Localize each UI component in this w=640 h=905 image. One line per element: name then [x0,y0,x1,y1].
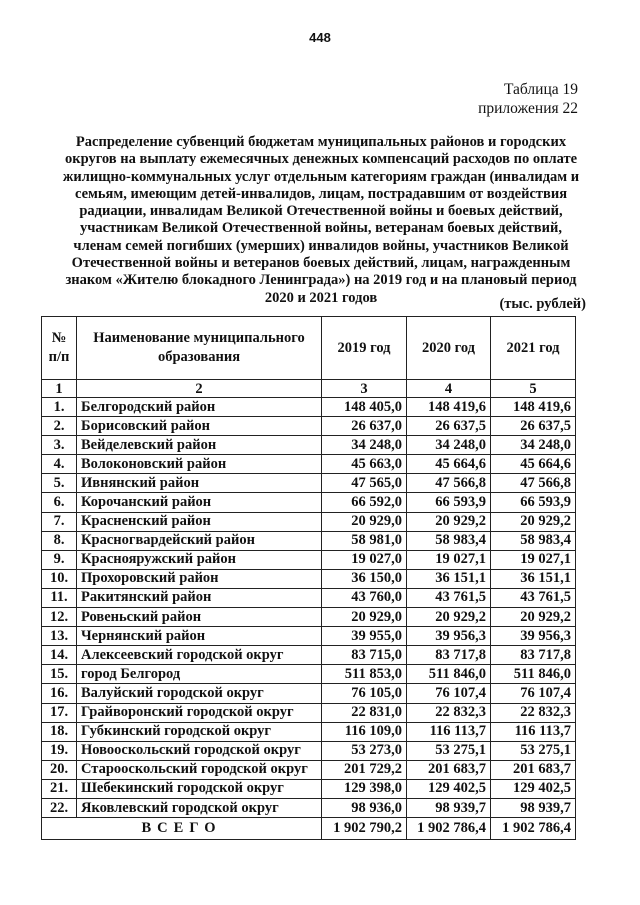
table-row [42,646,576,665]
total-2020: 1 902 786,4 [407,818,491,840]
subsidy-table [41,316,576,840]
table-row [42,474,576,493]
value-2019: 511 853,0 [322,665,407,684]
value-2020: 53 275,1 [407,741,491,760]
value-2021: 47 566,8 [491,474,576,493]
municipality-name: Ракитянский район [77,588,322,607]
column-number: 3 [322,380,407,398]
value-2020: 20 929,2 [407,608,491,627]
municipality-name: Чернянский район [77,627,322,646]
page-number: 448 [309,30,331,45]
table-row [42,493,576,512]
total-2021: 1 902 786,4 [491,818,576,840]
value-2021: 20 929,2 [491,608,576,627]
column-number: 1 [42,380,77,398]
municipality-name: Волоконовский район [77,455,322,474]
value-2021: 20 929,2 [491,512,576,531]
municipality-name: город Белгород [77,665,322,684]
row-number: 1. [42,398,77,417]
municipality-name: Ивнянский район [77,474,322,493]
table-row [42,703,576,722]
table-row [42,531,576,550]
value-2019: 22 831,0 [322,703,407,722]
table-row [42,417,576,436]
value-2020: 58 983,4 [407,531,491,550]
value-2019: 20 929,0 [322,608,407,627]
municipality-name: Ровеньский район [77,608,322,627]
value-2019: 53 273,0 [322,741,407,760]
row-number: 16. [42,684,77,703]
value-2019: 116 109,0 [322,722,407,741]
municipality-name: Корочанский район [77,493,322,512]
row-number: 4. [42,455,77,474]
header-no: № п/п [42,317,77,380]
value-2021: 116 113,7 [491,722,576,741]
value-2019: 58 981,0 [322,531,407,550]
table-reference-line2: приложения 22 [478,100,578,117]
value-2020: 22 832,3 [407,703,491,722]
row-number: 19. [42,741,77,760]
table-row [42,436,576,455]
table-row [42,722,576,741]
table-row [42,798,576,817]
value-2020: 511 846,0 [407,665,491,684]
row-number: 3. [42,436,77,455]
row-number: 8. [42,531,77,550]
value-2021: 19 027,1 [491,550,576,569]
value-2019: 45 663,0 [322,455,407,474]
municipality-name: Прохоровский район [77,569,322,588]
header-2020: 2020 год [407,317,491,380]
row-number: 20. [42,760,77,779]
value-2019: 39 955,0 [322,627,407,646]
municipality-name: Старооскольский городской округ [77,760,322,779]
value-2021: 511 846,0 [491,665,576,684]
row-number: 5. [42,474,77,493]
value-2019: 201 729,2 [322,760,407,779]
row-number: 12. [42,608,77,627]
value-2021: 129 402,5 [491,779,576,798]
value-2021: 148 419,6 [491,398,576,417]
value-2020: 43 761,5 [407,588,491,607]
value-2019: 20 929,0 [322,512,407,531]
document-title: Распределение субвенций бюджетам муниципальных районов и городских округов на выплату ежемесячных денежных компенсаций расходов по оплате жилищно-коммунальных услуг отдельным категориям граждан (инвалидам и семьям, имеющим детей-инвалидов, лицам, пострадавшим от воздействия радиации, инвалидам Великой Отечественной войны и боевых действий, участникам Великой Отечественной войны, ветеранам боевых действий, членам семей погибших (умерших) инвалидов войны, участников Великой Отечественной войны и ветеранов боевых действий, лицам, награжденным знаком «Жителю блокадного Ленинграда») на 2019 год и на плановый период 2020 и 2021 годов [62,134,580,306]
municipality-name: Алексеевский городской округ [77,646,322,665]
value-2019: 34 248,0 [322,436,407,455]
value-2019: 66 592,0 [322,493,407,512]
value-2021: 22 832,3 [491,703,576,722]
value-2019: 26 637,0 [322,417,407,436]
table-row [42,608,576,627]
value-2021: 66 593,9 [491,493,576,512]
table-reference-line1: Таблица 19 [503,81,578,98]
table-row [42,665,576,684]
header-2019: 2019 год [322,317,407,380]
municipality-name: Яковлевский городской округ [77,798,322,817]
municipality-name: Красненский район [77,512,322,531]
row-number: 17. [42,703,77,722]
table-row [42,779,576,798]
municipality-name: Вейделевский район [77,436,322,455]
value-2019: 83 715,0 [322,646,407,665]
table-row [42,760,576,779]
value-2020: 45 664,6 [407,455,491,474]
value-2021: 98 939,7 [491,798,576,817]
value-2019: 129 398,0 [322,779,407,798]
row-number: 7. [42,512,77,531]
value-2019: 43 760,0 [322,588,407,607]
row-number: 18. [42,722,77,741]
value-2020: 47 566,8 [407,474,491,493]
row-number: 10. [42,569,77,588]
value-2020: 129 402,5 [407,779,491,798]
column-number-row [42,380,576,398]
total-label: ВСЕГО [42,818,322,840]
value-2020: 19 027,1 [407,550,491,569]
value-2020: 148 419,6 [407,398,491,417]
value-2020: 26 637,5 [407,417,491,436]
header-row [42,317,576,380]
municipality-name: Грайворонский городской округ [77,703,322,722]
table-row [42,398,576,417]
table-row [42,627,576,646]
table-row [42,741,576,760]
row-number: 15. [42,665,77,684]
value-2021: 43 761,5 [491,588,576,607]
value-2021: 26 637,5 [491,417,576,436]
row-number: 22. [42,798,77,817]
units-label: (тыс. рублей) [499,296,586,312]
total-row [42,818,576,840]
total-2019: 1 902 790,2 [322,818,407,840]
value-2019: 47 565,0 [322,474,407,493]
municipality-name: Красногвардейский район [77,531,322,550]
value-2021: 201 683,7 [491,760,576,779]
value-2019: 98 936,0 [322,798,407,817]
value-2020: 201 683,7 [407,760,491,779]
table-row [42,588,576,607]
row-number: 6. [42,493,77,512]
value-2019: 76 105,0 [322,684,407,703]
municipality-name: Губкинский городской округ [77,722,322,741]
value-2021: 53 275,1 [491,741,576,760]
value-2020: 20 929,2 [407,512,491,531]
municipality-name: Шебекинский городской округ [77,779,322,798]
table-row [42,569,576,588]
value-2019: 19 027,0 [322,550,407,569]
row-number: 2. [42,417,77,436]
value-2020: 39 956,3 [407,627,491,646]
header-name: Наименование муниципального образования [77,317,322,380]
municipality-name: Борисовский район [77,417,322,436]
value-2021: 58 983,4 [491,531,576,550]
value-2021: 45 664,6 [491,455,576,474]
table-row [42,512,576,531]
value-2021: 76 107,4 [491,684,576,703]
value-2019: 148 405,0 [322,398,407,417]
value-2019: 36 150,0 [322,569,407,588]
row-number: 21. [42,779,77,798]
table-row [42,684,576,703]
column-number: 5 [491,380,576,398]
row-number: 14. [42,646,77,665]
municipality-name: Валуйский городской округ [77,684,322,703]
value-2020: 76 107,4 [407,684,491,703]
value-2020: 98 939,7 [407,798,491,817]
column-number: 4 [407,380,491,398]
row-number: 11. [42,588,77,607]
value-2020: 66 593,9 [407,493,491,512]
value-2021: 36 151,1 [491,569,576,588]
value-2020: 34 248,0 [407,436,491,455]
value-2021: 34 248,0 [491,436,576,455]
value-2021: 39 956,3 [491,627,576,646]
municipality-name: Краснояружский район [77,550,322,569]
value-2020: 116 113,7 [407,722,491,741]
value-2021: 83 717,8 [491,646,576,665]
value-2020: 83 717,8 [407,646,491,665]
row-number: 13. [42,627,77,646]
header-2021: 2021 год [491,317,576,380]
value-2020: 36 151,1 [407,569,491,588]
table-reference [478,80,578,118]
municipality-name: Новооскольский городской округ [77,741,322,760]
column-number: 2 [77,380,322,398]
municipality-name: Белгородский район [77,398,322,417]
table-row [42,550,576,569]
row-number: 9. [42,550,77,569]
table-row [42,455,576,474]
